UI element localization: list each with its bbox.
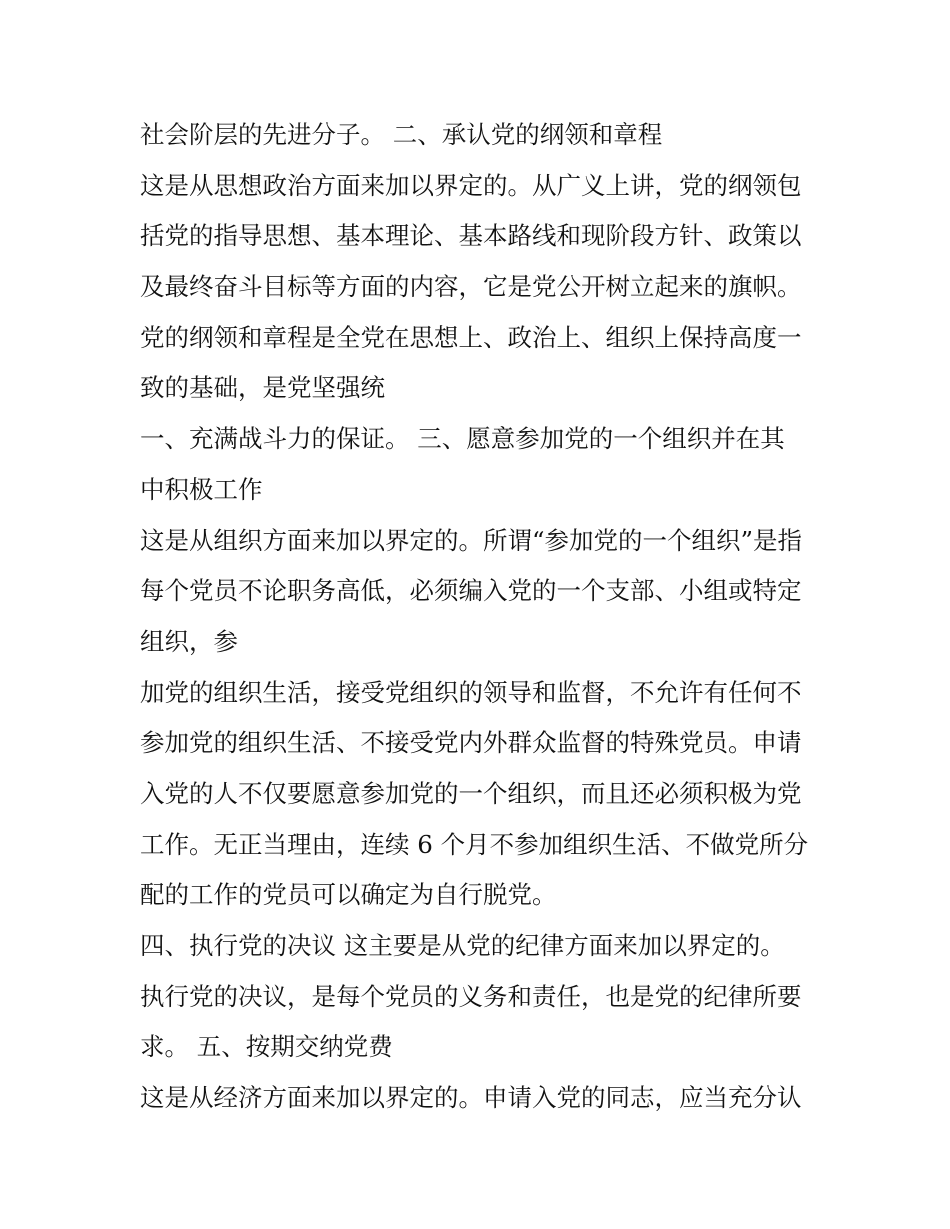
text-line: 及最终奋斗目标等方面的内容，它是党公开树立起来的旗帜。: [140, 272, 802, 302]
text-line: 党的纲领和章程是全党在思想上、政治上、组织上保持高度一: [140, 322, 802, 352]
text-line: 这是从思想政治方面来加以界定的。从广义上讲，党的纲领包: [140, 170, 802, 200]
text-line: 每个党员不论职务高低，必须编入党的一个支部、小组或特定: [140, 576, 802, 606]
text-line: 四、执行党的决议 这主要是从党的纪律方面来加以界定的。: [140, 931, 785, 960]
text-line: 这是从经济方面来加以界定的。申请入党的同志，应当充分认: [140, 1083, 802, 1113]
text-line: 配的工作的党员可以确定为自行脱党。: [140, 880, 557, 910]
text-line: 这是从组织方面来加以界定的。所谓“参加党的一个组织”是指: [140, 525, 803, 555]
text-line: 致的基础，是党坚强统: [140, 373, 385, 403]
text-line: 入党的人不仅要愿意参加党的一个组织，而且还必须积极为党: [140, 778, 802, 808]
text-line: 执行党的决议，是每个党员的义务和责任，也是党的纪律所要: [140, 981, 802, 1011]
text-line: 括党的指导思想、基本理论、基本路线和现阶段方针、政策以: [140, 221, 802, 251]
text-line: 一、充满战斗力的保证。 三、愿意参加党的一个组织并在其: [140, 424, 785, 454]
text-line: 参加党的组织生活、不接受党内外群众监督的特殊党员。申请: [140, 728, 802, 758]
document-body: [140, 110, 830, 1124]
text-line: 组织，参: [140, 626, 238, 656]
text-line: 加党的组织生活，接受党组织的领导和监督，不允许有任何不: [140, 677, 802, 707]
text-line: 求。 五、按期交纳党费: [140, 1032, 393, 1062]
text-line: 中积极工作: [140, 474, 263, 504]
text-line: 工作。无正当理由，连续 6 个月不参加组织生活、不做党所分: [140, 829, 809, 859]
text-line: 社会阶层的先进分子。 二、承认党的纲领和章程: [140, 120, 663, 149]
